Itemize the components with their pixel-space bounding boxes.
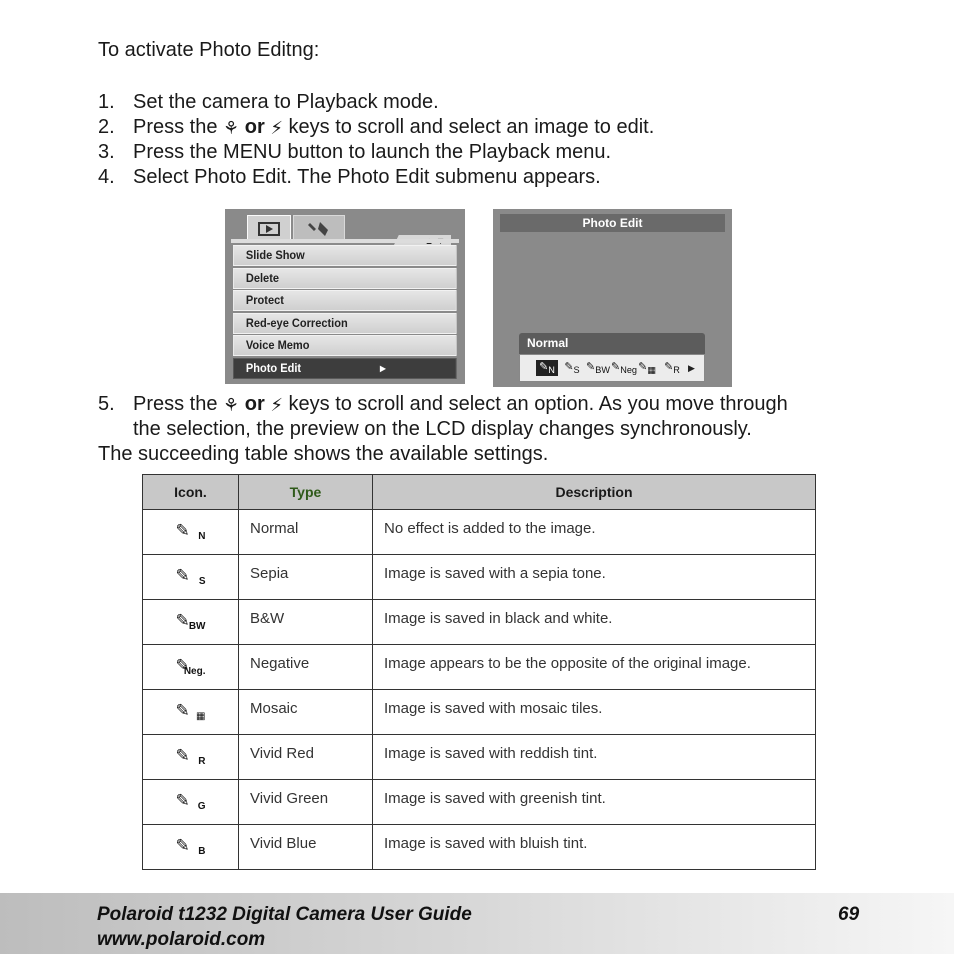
step-2 [98,115,654,140]
step-number: 1. [98,91,115,113]
steps-list [98,90,654,190]
photo-effect-icon: ✎ BW [175,611,206,632]
step-text-post: keys to scroll and select an image to edit. [288,116,655,138]
effect-icon-cell [143,825,239,870]
effect-icon-strip [519,354,705,382]
effect-vivid-red-icon: $✎_R$ [664,361,680,376]
flash-bolt-icon: ⚡ [270,118,283,138]
step-text: Select Photo Edit. The Photo Edit submenu appears. [133,166,601,188]
table-row [143,510,816,555]
effect-description: No effect is added to the image. [373,510,816,555]
effect-description: Image is saved with greenish tint. [373,780,816,825]
step-text: Press the MENU button to launch the Playback menu. [133,141,612,163]
effect-description: Image is saved with mosaic tiles. [373,690,816,735]
effect-type: Mosaic [239,690,373,735]
step-text-pre: Press the [133,116,218,138]
effect-icon-cell [143,645,239,690]
step-5 [98,392,898,442]
effect-icon-cell [143,555,239,600]
photo-edit-title: Photo Edit [500,214,725,232]
menu-item-red-eye: Red-eye Correction [233,313,457,334]
effect-description: Image is saved with reddish tint. [373,735,816,780]
table-row [143,780,816,825]
step-text-pre: Press the [133,393,218,415]
effect-type: Negative [239,645,373,690]
footer-title: Polaroid t1232 Digital Camera User Guide [97,904,472,925]
menu-item-slide-show: Slide Show [233,245,457,266]
photo-effect-icon: ✎ R [175,746,206,767]
step-number: 3. [98,141,115,163]
photo-effect-icon: ✎ B [175,836,206,857]
current-effect-label: Normal [519,333,705,354]
step-text-line2: the selection, the preview on the LCD display changes synchronously. [133,418,752,440]
step-text: Set the camera to Playback mode. [133,91,439,113]
step-text-post: keys to scroll and select an option. As you move through [288,393,788,415]
playback-icon [258,222,280,236]
effect-description: Image is saved in black and white. [373,600,816,645]
effect-type: Sepia [239,555,373,600]
effect-negative-icon: $✎_{Neg}$ [611,361,638,376]
menu-item-delete: Delete [233,268,457,289]
menu-divider [231,239,459,243]
photo-effect-icon: ✎ Neg. [175,656,206,677]
wrench-icon [306,220,332,238]
table-row [143,645,816,690]
effect-sepia-icon: $✎_S$ [564,361,580,376]
effect-icon-cell [143,600,239,645]
table-row [143,690,816,735]
step-number: 5. [98,393,115,415]
page-number: 69 [838,904,860,925]
effect-icon-cell [143,735,239,780]
effect-icon-cell [143,780,239,825]
table-row [143,555,816,600]
table-intro: The succeeding table shows the available settings. [98,443,549,465]
playback-menu-screenshot [225,209,465,384]
macro-flower-icon: ⚘ [223,118,240,138]
step-number: 2. [98,116,115,138]
effect-type: Normal [239,510,373,555]
table-row [143,825,816,870]
effect-bw-icon: $✎_{BW}$ [586,361,610,376]
effect-description: Image appears to be the opposite of the original image. [373,645,816,690]
step-text [133,392,788,417]
chevron-right-icon: ▶ [688,362,695,373]
macro-flower-icon: ⚘ [223,395,240,415]
effect-type: B&W [239,600,373,645]
step-or: or [244,116,265,138]
effect-mosaic-icon: $✎_▦$ [638,360,656,376]
flash-bolt-icon: ⚡ [270,395,283,415]
header-type: Type [239,475,373,510]
footer-url: www.polaroid.com [97,929,266,950]
step-or: or [244,393,265,415]
menu-item-protect: Protect [233,290,457,311]
effect-type: Vivid Red [239,735,373,780]
photo-edit-screenshot [493,209,732,387]
intro-text: To activate Photo Editng: [98,39,320,61]
effect-normal-icon: $✎_N$ [536,360,558,375]
effect-type: Vivid Blue [239,825,373,870]
photo-effect-icon: ✎ N [175,521,206,542]
table-row [143,735,816,780]
step-text [133,115,654,140]
effect-icon-cell [143,510,239,555]
step-4 [98,165,654,190]
step-3 [98,140,654,165]
photo-effect-icon: ✎ G [175,791,206,812]
photo-effect-icon: ✎ ▦ [175,701,206,722]
header-description: Description [373,475,816,510]
table-header-row [143,475,816,510]
photo-effect-icon: ✎ S [175,566,206,587]
playback-menu-list [233,245,457,381]
table-row [143,600,816,645]
effect-type: Vivid Green [239,780,373,825]
effect-icon-cell [143,690,239,735]
menu-item-photo-edit: Photo Edit ▶ [233,358,457,379]
step-number: 4. [98,166,115,188]
step-1 [98,90,654,115]
menu-item-voice-memo: Voice Memo [233,335,457,356]
effect-description: Image is saved with bluish tint. [373,825,816,870]
photo-edit-settings-table [142,474,816,870]
header-icon: Icon. [143,475,239,510]
effect-description: Image is saved with a sepia tone. [373,555,816,600]
